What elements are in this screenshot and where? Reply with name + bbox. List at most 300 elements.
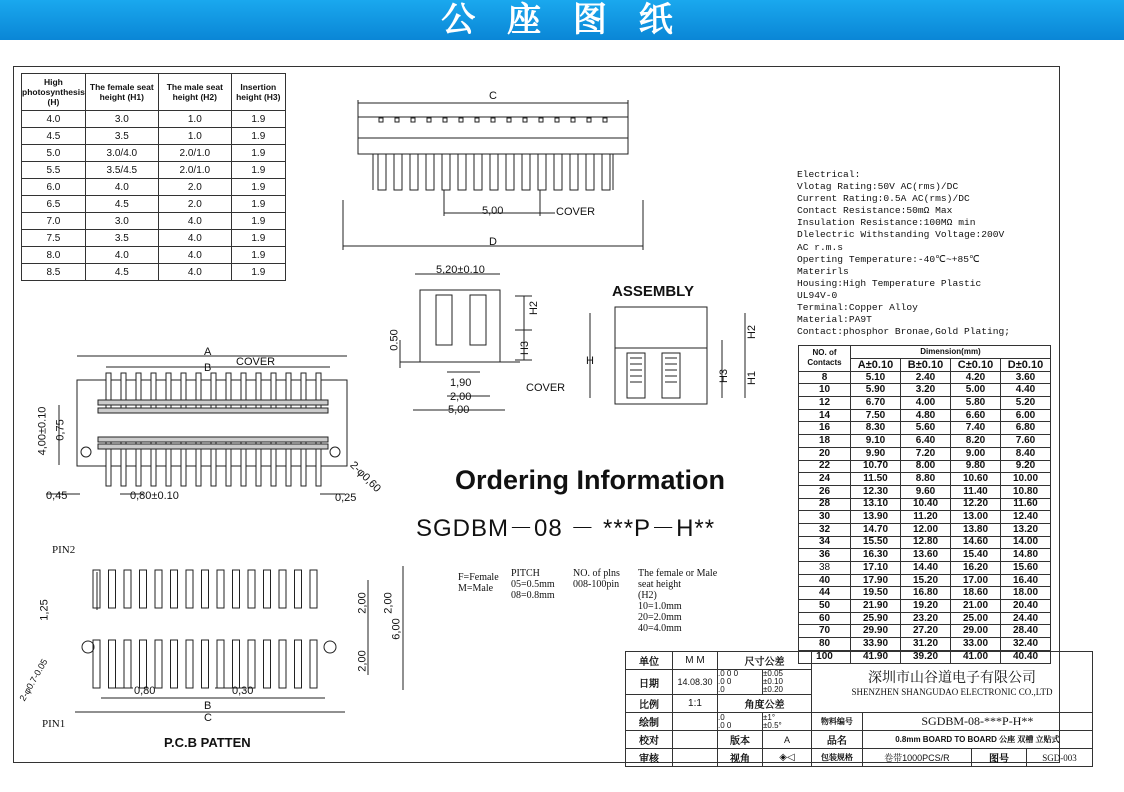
table-cell: 12.80 (901, 536, 951, 549)
table-row (799, 397, 1051, 410)
table-row (22, 162, 286, 179)
tol1v: ±0.05 (763, 669, 783, 678)
dimension-table (798, 345, 1051, 664)
table-cell: 26 (799, 485, 851, 498)
ordering-line: PITCH (511, 568, 540, 579)
dim-table-header: B±0.10 (901, 359, 951, 372)
dim-table-header: D±0.10 (1001, 359, 1051, 372)
table-cell: 14.60 (951, 536, 1001, 549)
table-cell: 3.60 (1001, 371, 1051, 384)
projection-icon: ◈◁ (763, 749, 812, 767)
table-cell: 1.9 (231, 264, 285, 281)
table-row (22, 264, 286, 281)
spec-line: AC r.m.s (797, 241, 844, 253)
table-cell: 4.40 (1001, 384, 1051, 397)
tb-dwg-value: SGD-003 (1027, 749, 1093, 767)
page-banner-title: 公 座 图 纸 (0, 0, 1124, 40)
table-row (22, 145, 286, 162)
table-cell: 12.00 (901, 523, 951, 536)
table-cell: 28 (799, 498, 851, 511)
table-cell: 12.30 (851, 485, 901, 498)
h3-side-label: H3 (519, 340, 532, 356)
table-cell: 6.80 (1001, 422, 1051, 435)
tb-audit-label: 审核 (626, 749, 673, 767)
tb-name-value: 0.8mm BOARD TO BOARD 公座 双槽 立贴式 (862, 731, 1092, 749)
table-cell: 17.10 (851, 562, 901, 575)
dim-c-pcb-label: C (204, 712, 212, 724)
table-cell: 13.10 (851, 498, 901, 511)
tb-tol-label: 尺寸公差 (718, 652, 812, 670)
table-cell: 1.9 (231, 247, 285, 264)
table-cell: 33.90 (851, 638, 901, 651)
table-cell: 28.40 (1001, 625, 1051, 638)
ang2: .0 0 (718, 720, 732, 730)
tb-dwg-label: 图号 (971, 749, 1026, 767)
table-cell: 4.00 (901, 397, 951, 410)
table-cell: 10.00 (1001, 473, 1051, 486)
table-cell: 4.5 (22, 128, 86, 145)
dim-030-label: 0,30 (232, 685, 254, 697)
spec-line: Operting Temperature:-40℃~+85℃ (797, 253, 980, 265)
table-cell: 19.20 (901, 600, 951, 613)
table-cell: 3.0/4.0 (85, 145, 158, 162)
dim-520-label: 5,20±0.10 (436, 264, 485, 276)
dim-500-top: 5,00 (482, 205, 504, 217)
tb-draw-label: 绘制 (626, 713, 673, 731)
table-row (22, 128, 286, 145)
table-cell: 33.00 (951, 638, 1001, 651)
table-cell: 4.20 (951, 371, 1001, 384)
table-cell: 80 (799, 638, 851, 651)
table-row (799, 511, 1051, 524)
tb-check-label: 校对 (626, 731, 673, 749)
ordering-line: The female or Male (638, 568, 718, 579)
table-cell: 10.80 (1001, 485, 1051, 498)
height-table-header: The female seat height (H1) (85, 74, 158, 111)
table-cell: 21.00 (951, 600, 1001, 613)
table-cell: 18 (799, 435, 851, 448)
cover-label-front: COVER (236, 356, 276, 368)
table-row (799, 422, 1051, 435)
table-row (22, 230, 286, 247)
table-cell: 13.90 (851, 511, 901, 524)
table-cell: 1.9 (231, 128, 285, 145)
table-cell: 18.60 (951, 587, 1001, 600)
ordering-line: 008-100pin (573, 579, 620, 590)
table-cell: 7.0 (22, 213, 86, 230)
tb-pack-label: 包装规格 (812, 749, 863, 767)
table-cell: 15.40 (951, 549, 1001, 562)
table-cell: 4.80 (901, 409, 951, 422)
ordering-line: (H2) (638, 590, 657, 601)
tol3: .0 (718, 685, 725, 694)
table-cell: 9.10 (851, 435, 901, 448)
h2-side-label: H2 (528, 300, 541, 316)
table-cell: 25.90 (851, 612, 901, 625)
ordering-line: 40=4.0mm (638, 623, 682, 634)
table-cell: 40.40 (1001, 650, 1051, 663)
height-table (21, 73, 286, 281)
table-cell: 1.9 (231, 213, 285, 230)
height-table-header: High photosynthesis (H) (22, 74, 86, 111)
table-cell: 4.0 (158, 213, 231, 230)
table-cell: 5.10 (851, 371, 901, 384)
table-cell: 50 (799, 600, 851, 613)
pcb-patten-title: P.C.B PATTEN (164, 735, 251, 750)
table-cell: 1.9 (231, 145, 285, 162)
cover-label-top: COVER (556, 206, 596, 218)
table-cell: 14.70 (851, 523, 901, 536)
table-cell: 36 (799, 549, 851, 562)
table-cell: 23.20 (901, 612, 951, 625)
table-cell: 11.60 (1001, 498, 1051, 511)
ordering-line: 10=1.0mm (638, 601, 682, 612)
table-row (799, 625, 1051, 638)
table-cell: 2.0/1.0 (158, 162, 231, 179)
table-cell: 8 (799, 371, 851, 384)
ang1v: ±1° (763, 712, 776, 722)
table-cell: 15.60 (1001, 562, 1051, 575)
table-cell: 40 (799, 574, 851, 587)
table-cell: 4.0 (85, 179, 158, 196)
table-cell: 12 (799, 397, 851, 410)
table-cell: 17.90 (851, 574, 901, 587)
table-cell: 7.50 (851, 409, 901, 422)
table-cell: 7.20 (901, 447, 951, 460)
table-row (799, 473, 1051, 486)
table-cell: 21.90 (851, 600, 901, 613)
table-cell: 4.0 (85, 247, 158, 264)
table-cell: 16.80 (901, 587, 951, 600)
spec-line: Materirls (797, 265, 849, 277)
dim-045-label: 0,45 (46, 490, 68, 502)
table-cell: 1.9 (231, 230, 285, 247)
table-cell: 4.5 (85, 196, 158, 213)
tb-date-label: 日期 (626, 670, 673, 695)
table-cell: 9.90 (851, 447, 901, 460)
dim-b-label: B (204, 362, 212, 374)
table-cell: 11.50 (851, 473, 901, 486)
table-row (799, 574, 1051, 587)
table-cell: 17.00 (951, 574, 1001, 587)
table-cell: 3.5 (85, 128, 158, 145)
table-cell: 10.60 (951, 473, 1001, 486)
table-row (799, 409, 1051, 422)
table-row (22, 111, 286, 128)
table-cell: 16.20 (951, 562, 1001, 575)
table-cell: 16.30 (851, 549, 901, 562)
dim-b-pcb-label: B (204, 700, 212, 712)
company-name-cn: 深圳市山谷道电子有限公司 (868, 671, 1036, 686)
table-cell: 1.0 (158, 111, 231, 128)
table-cell: 4.0 (22, 111, 86, 128)
table-cell: 14.40 (901, 562, 951, 575)
table-cell: 4.0 (158, 247, 231, 264)
table-cell: 3.0 (85, 111, 158, 128)
table-cell: 5.5 (22, 162, 86, 179)
table-row (799, 600, 1051, 613)
ordering-female-male (458, 572, 499, 594)
spec-line: Housing:High Temperature Plastic (797, 277, 982, 289)
table-row (22, 213, 286, 230)
dim-025-label: 0,25 (335, 492, 357, 504)
table-cell: 9.20 (1001, 460, 1051, 473)
tb-partno-label: 物料编号 (812, 713, 863, 731)
table-row (799, 612, 1051, 625)
table-cell: 6.0 (22, 179, 86, 196)
table-cell: 14 (799, 409, 851, 422)
table-cell: 6.70 (851, 397, 901, 410)
dim-200-pcb-c: 2,00 (382, 592, 395, 614)
table-cell: 15.20 (901, 574, 951, 587)
dim-190-label: 1,90 (450, 377, 472, 389)
ang1: .0 (718, 712, 725, 722)
table-cell: 8.20 (951, 435, 1001, 448)
table-cell: 5.00 (951, 384, 1001, 397)
dim-table-header: A±0.10 (851, 359, 901, 372)
dim-200-label: 2,00 (450, 391, 472, 403)
table-cell: 100 (799, 650, 851, 663)
electrical-specs (797, 169, 1010, 338)
dim-125-label: 1,25 (38, 599, 51, 621)
table-cell: 4.5 (85, 264, 158, 281)
table-cell: 13.20 (1001, 523, 1051, 536)
table-cell: 7.60 (1001, 435, 1051, 448)
table-cell: 25.00 (951, 612, 1001, 625)
table-row (22, 179, 286, 196)
ordering-line: seat height (638, 579, 682, 590)
table-cell: 60 (799, 612, 851, 625)
table-cell: 8.30 (851, 422, 901, 435)
table-row (799, 498, 1051, 511)
ordering-line: F=Female (458, 572, 499, 583)
table-row (799, 549, 1051, 562)
table-cell: 5.80 (951, 397, 1001, 410)
table-cell: 6.40 (901, 435, 951, 448)
table-cell: 13.00 (951, 511, 1001, 524)
tb-name-label: 品名 (812, 731, 863, 749)
table-cell: 8.40 (1001, 447, 1051, 460)
spec-line: Terminal:Copper Alloy (797, 302, 918, 314)
table-row (799, 371, 1051, 384)
table-cell: 7.40 (951, 422, 1001, 435)
table-row (799, 536, 1051, 549)
table-cell: 41.00 (951, 650, 1001, 663)
ordering-title: Ordering Information (455, 465, 725, 495)
table-cell: 18.00 (1001, 587, 1051, 600)
table-row (799, 562, 1051, 575)
table-cell: 3.20 (901, 384, 951, 397)
tb-version-value: A (763, 731, 812, 749)
dim-table-header: C±0.10 (951, 359, 1001, 372)
table-cell: 9.00 (951, 447, 1001, 460)
tb-scale-label: 比例 (626, 695, 673, 713)
dim-200-pcb-a: 2,00 (356, 592, 369, 614)
pin2-label: PIN2 (52, 544, 76, 556)
table-cell: 41.90 (851, 650, 901, 663)
table-cell: 2.0/1.0 (158, 145, 231, 162)
dim-500-side: 5,00 (448, 404, 470, 416)
tb-unit-label: 单位 (626, 652, 673, 670)
h2-assembly-label: H2 (746, 324, 759, 340)
table-cell: 32.40 (1001, 638, 1051, 651)
table-cell: 15.50 (851, 536, 901, 549)
table-cell: 9.80 (951, 460, 1001, 473)
tb-version-label: 版本 (718, 731, 763, 749)
table-cell: 14.80 (1001, 549, 1051, 562)
table-row (22, 247, 286, 264)
table-cell: 5.90 (851, 384, 901, 397)
ordering-line: 05=0.5mm (511, 579, 555, 590)
height-table-header: Insertion height (H3) (231, 74, 285, 111)
table-cell: 1.9 (231, 196, 285, 213)
table-cell: 2.40 (901, 371, 951, 384)
ordering-pitch (511, 568, 555, 601)
ordering-height (638, 568, 717, 634)
dim-table-group-header: Dimension(mm) (851, 346, 1051, 359)
table-cell: 30 (799, 511, 851, 524)
table-cell: 44 (799, 587, 851, 600)
table-cell: 1.9 (231, 111, 285, 128)
tol3v: ±0.20 (763, 685, 783, 694)
table-row (799, 435, 1051, 448)
table-cell: 3.0 (85, 213, 158, 230)
table-cell: 31.20 (901, 638, 951, 651)
ang2v: ±0.5° (763, 720, 782, 730)
table-cell: 10.40 (901, 498, 951, 511)
dim-080-010-label: 0,80±0.10 (130, 490, 179, 502)
table-cell: 22 (799, 460, 851, 473)
height-table-header: The male seat height (H2) (158, 74, 231, 111)
table-cell: 27.20 (901, 625, 951, 638)
ordering-pins (573, 568, 620, 590)
spec-line: Dlelectric Withstanding Voltage:200V (797, 229, 1005, 241)
dim-2phi060-label: 2-φ0,60 (347, 459, 383, 495)
table-cell: 13.80 (951, 523, 1001, 536)
table-row (799, 447, 1051, 460)
table-cell: 20.40 (1001, 600, 1051, 613)
table-cell: 5.0 (22, 145, 86, 162)
table-cell: 14.00 (1001, 536, 1051, 549)
table-row (799, 460, 1051, 473)
table-cell: 6.60 (951, 409, 1001, 422)
table-cell: 13.60 (901, 549, 951, 562)
spec-line: Vlotag Rating:50V AC(rms)/DC (797, 181, 959, 193)
h3-assembly-label: H3 (718, 368, 731, 384)
table-cell: 10 (799, 384, 851, 397)
table-cell: 7.5 (22, 230, 86, 247)
table-cell: 9.60 (901, 485, 951, 498)
dim-a-label: A (204, 346, 212, 358)
ordering-code: SGDBM－08 － ***P－H** (416, 515, 716, 542)
table-cell: 1.9 (231, 162, 285, 179)
spec-line: Contact:phosphor Bronae,Gold Plating; (797, 326, 1011, 338)
table-cell: 24 (799, 473, 851, 486)
table-cell: 38 (799, 562, 851, 575)
table-cell: 8.80 (901, 473, 951, 486)
dim-2phi070-label: 2-φ0.7-0.05 (17, 657, 50, 703)
table-cell: 5.20 (1001, 397, 1051, 410)
table-row (799, 638, 1051, 651)
table-cell: 20 (799, 447, 851, 460)
tb-view-label: 视角 (718, 749, 763, 767)
tb-pack-value: 卷带1000PCS/R (862, 749, 971, 767)
table-row (799, 485, 1051, 498)
table-cell: 1.0 (158, 128, 231, 145)
table-cell: 16.40 (1001, 574, 1051, 587)
dim-d-label: D (489, 236, 497, 248)
spec-line: Electrical: (797, 169, 861, 180)
h-assembly-label: H (586, 355, 594, 367)
table-row (22, 196, 286, 213)
spec-line: Insulation Resistance:100MΩ min (797, 217, 976, 229)
dim-200-pcb-b: 2,00 (356, 650, 369, 672)
table-cell: 11.40 (951, 485, 1001, 498)
table-cell: 5.60 (901, 422, 951, 435)
dim-600-label: 6,00 (390, 618, 403, 640)
dim-400-label: 4,00±0.10 (36, 406, 49, 456)
dim-050-label: 0.50 (388, 329, 401, 351)
table-cell: 3.5/4.5 (85, 162, 158, 179)
spec-line: UL94V-0 (797, 289, 838, 301)
table-cell: 8.5 (22, 264, 86, 281)
table-cell: 19.50 (851, 587, 901, 600)
ordering-line: M=Male (458, 583, 494, 594)
dim-080-label: 0,80 (134, 685, 156, 697)
table-cell: 2.0 (158, 179, 231, 196)
tol2v: ±0.10 (763, 677, 783, 686)
table-cell: 70 (799, 625, 851, 638)
dim-table-header: NO. of Contacts (799, 346, 851, 372)
table-cell: 2.0 (158, 196, 231, 213)
table-cell: 12.20 (951, 498, 1001, 511)
tol1: .0 0 0 (718, 669, 739, 678)
company-name-en: SHENZHEN SHANGUDAO ELECTRONIC CO.,LTD (851, 687, 1053, 697)
ordering-line: NO. of plns (573, 568, 620, 579)
table-cell: 6.5 (22, 196, 86, 213)
table-cell: 11.20 (901, 511, 951, 524)
spec-line: Contact Resistance:50mΩ Max (797, 205, 953, 217)
title-block (625, 651, 1093, 767)
table-row (799, 587, 1051, 600)
table-cell: 34 (799, 536, 851, 549)
table-cell: 16 (799, 422, 851, 435)
assembly-title: ASSEMBLY (612, 283, 694, 300)
h1-assembly-label: H1 (746, 370, 759, 386)
ordering-line: 08=0.8mm (511, 590, 555, 601)
spec-line: Material:PA9T (797, 314, 872, 326)
table-cell: 8.00 (901, 460, 951, 473)
tb-scale-value: 1:1 (673, 695, 718, 713)
table-cell: 3.5 (85, 230, 158, 247)
table-cell: 32 (799, 523, 851, 536)
table-cell: 4.0 (158, 230, 231, 247)
dim-c-label: C (489, 90, 497, 102)
table-cell: 29.90 (851, 625, 901, 638)
tb-angle-label: 角度公差 (718, 695, 812, 713)
table-cell: 4.0 (158, 264, 231, 281)
table-cell: 1.9 (231, 179, 285, 196)
tb-unit-value: M M (673, 652, 718, 670)
table-cell: 29.00 (951, 625, 1001, 638)
table-cell: 10.70 (851, 460, 901, 473)
ordering-line: 20=2.0mm (638, 612, 682, 623)
table-row (799, 523, 1051, 536)
table-cell: 24.40 (1001, 612, 1051, 625)
table-cell: 8.0 (22, 247, 86, 264)
cover-label-side: COVER (526, 382, 566, 394)
spec-line: Current Rating:0.5A AC(rms)/DC (797, 193, 970, 205)
